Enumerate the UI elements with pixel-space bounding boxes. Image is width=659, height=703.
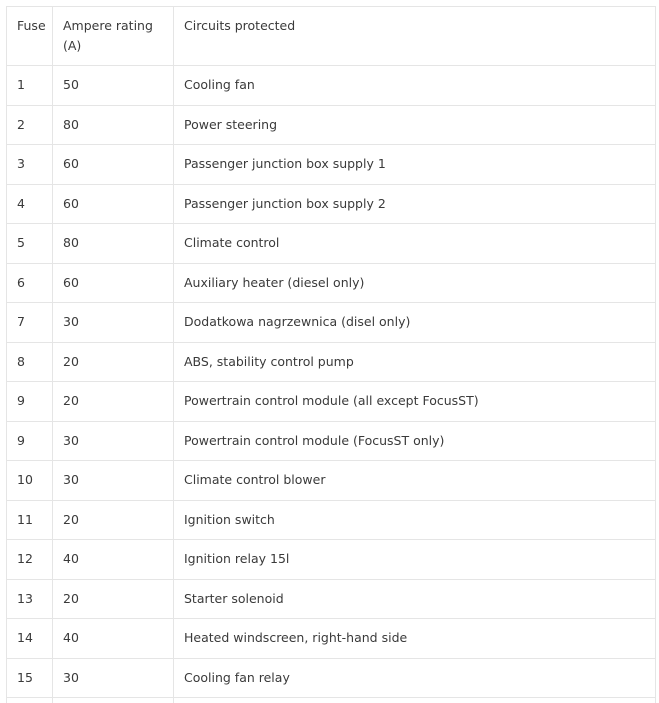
fuse-number-cell: 7	[7, 303, 53, 343]
table-header-row	[7, 7, 656, 66]
header-circuits-protected: Circuits protected	[174, 7, 656, 66]
table-row	[7, 224, 656, 264]
ampere-rating-cell: 20	[53, 500, 174, 540]
circuit-cell: ABS, stability control pump	[174, 342, 656, 382]
ampere-rating-cell: 20	[53, 579, 174, 619]
ampere-rating-cell: 20	[53, 382, 174, 422]
table-row	[7, 382, 656, 422]
circuit-cell	[174, 698, 656, 703]
circuit-cell: Passenger junction box supply 1	[174, 145, 656, 185]
fuse-number-cell: 14	[7, 619, 53, 659]
circuit-cell: Cooling fan	[174, 66, 656, 106]
table-row	[7, 303, 656, 343]
fuse-number-cell: 8	[7, 342, 53, 382]
circuit-cell: Cooling fan relay	[174, 658, 656, 698]
circuit-cell: Powertrain control module (all except FocusST)	[174, 382, 656, 422]
ampere-rating-cell: 30	[53, 421, 174, 461]
fuse-table	[6, 6, 656, 703]
fuse-number-cell: 3	[7, 145, 53, 185]
table-row	[7, 540, 656, 580]
circuit-cell: Power steering	[174, 105, 656, 145]
ampere-rating-cell: 50	[53, 66, 174, 106]
table-row	[7, 66, 656, 106]
fuse-number-cell: 2	[7, 105, 53, 145]
circuit-cell: Heated windscreen, right-hand side	[174, 619, 656, 659]
ampere-rating-cell	[53, 698, 174, 703]
table-body	[7, 66, 656, 703]
fuse-number-cell: 15	[7, 658, 53, 698]
table-row	[7, 263, 656, 303]
header-fuse: Fuse	[7, 7, 53, 66]
fuse-number-cell: 4	[7, 184, 53, 224]
circuit-cell: Passenger junction box supply 2	[174, 184, 656, 224]
ampere-rating-cell: 80	[53, 224, 174, 264]
table-row	[7, 579, 656, 619]
ampere-rating-cell: 60	[53, 145, 174, 185]
ampere-rating-cell: 30	[53, 461, 174, 501]
table-row	[7, 658, 656, 698]
circuit-cell: Powertrain control module (FocusST only)	[174, 421, 656, 461]
fuse-number-cell: 6	[7, 263, 53, 303]
circuit-cell: Climate control	[174, 224, 656, 264]
circuit-cell: Starter solenoid	[174, 579, 656, 619]
ampere-rating-cell: 40	[53, 619, 174, 659]
table-row	[7, 698, 656, 703]
fuse-number-cell: 1	[7, 66, 53, 106]
ampere-rating-cell: 20	[53, 342, 174, 382]
table-row	[7, 500, 656, 540]
table-row	[7, 145, 656, 185]
table-row	[7, 421, 656, 461]
circuit-cell: Dodatkowa nagrzewnica (disel only)	[174, 303, 656, 343]
ampere-rating-cell: 60	[53, 184, 174, 224]
ampere-rating-cell: 40	[53, 540, 174, 580]
fuse-number-cell: 13	[7, 579, 53, 619]
circuit-cell: Auxiliary heater (diesel only)	[174, 263, 656, 303]
table-row	[7, 619, 656, 659]
table-row	[7, 342, 656, 382]
fuse-number-cell: 9	[7, 382, 53, 422]
circuit-cell: Ignition switch	[174, 500, 656, 540]
fuse-number-cell	[7, 698, 53, 703]
table-row	[7, 105, 656, 145]
header-ampere-rating: Ampere rating (A)	[53, 7, 174, 66]
circuit-cell: Ignition relay 15l	[174, 540, 656, 580]
table-row	[7, 184, 656, 224]
fuse-number-cell: 9	[7, 421, 53, 461]
circuit-cell: Climate control blower	[174, 461, 656, 501]
ampere-rating-cell: 80	[53, 105, 174, 145]
ampere-rating-cell: 30	[53, 658, 174, 698]
fuse-number-cell: 10	[7, 461, 53, 501]
fuse-number-cell: 5	[7, 224, 53, 264]
fuse-number-cell: 11	[7, 500, 53, 540]
ampere-rating-cell: 30	[53, 303, 174, 343]
ampere-rating-cell: 60	[53, 263, 174, 303]
table-row	[7, 461, 656, 501]
fuse-number-cell: 12	[7, 540, 53, 580]
